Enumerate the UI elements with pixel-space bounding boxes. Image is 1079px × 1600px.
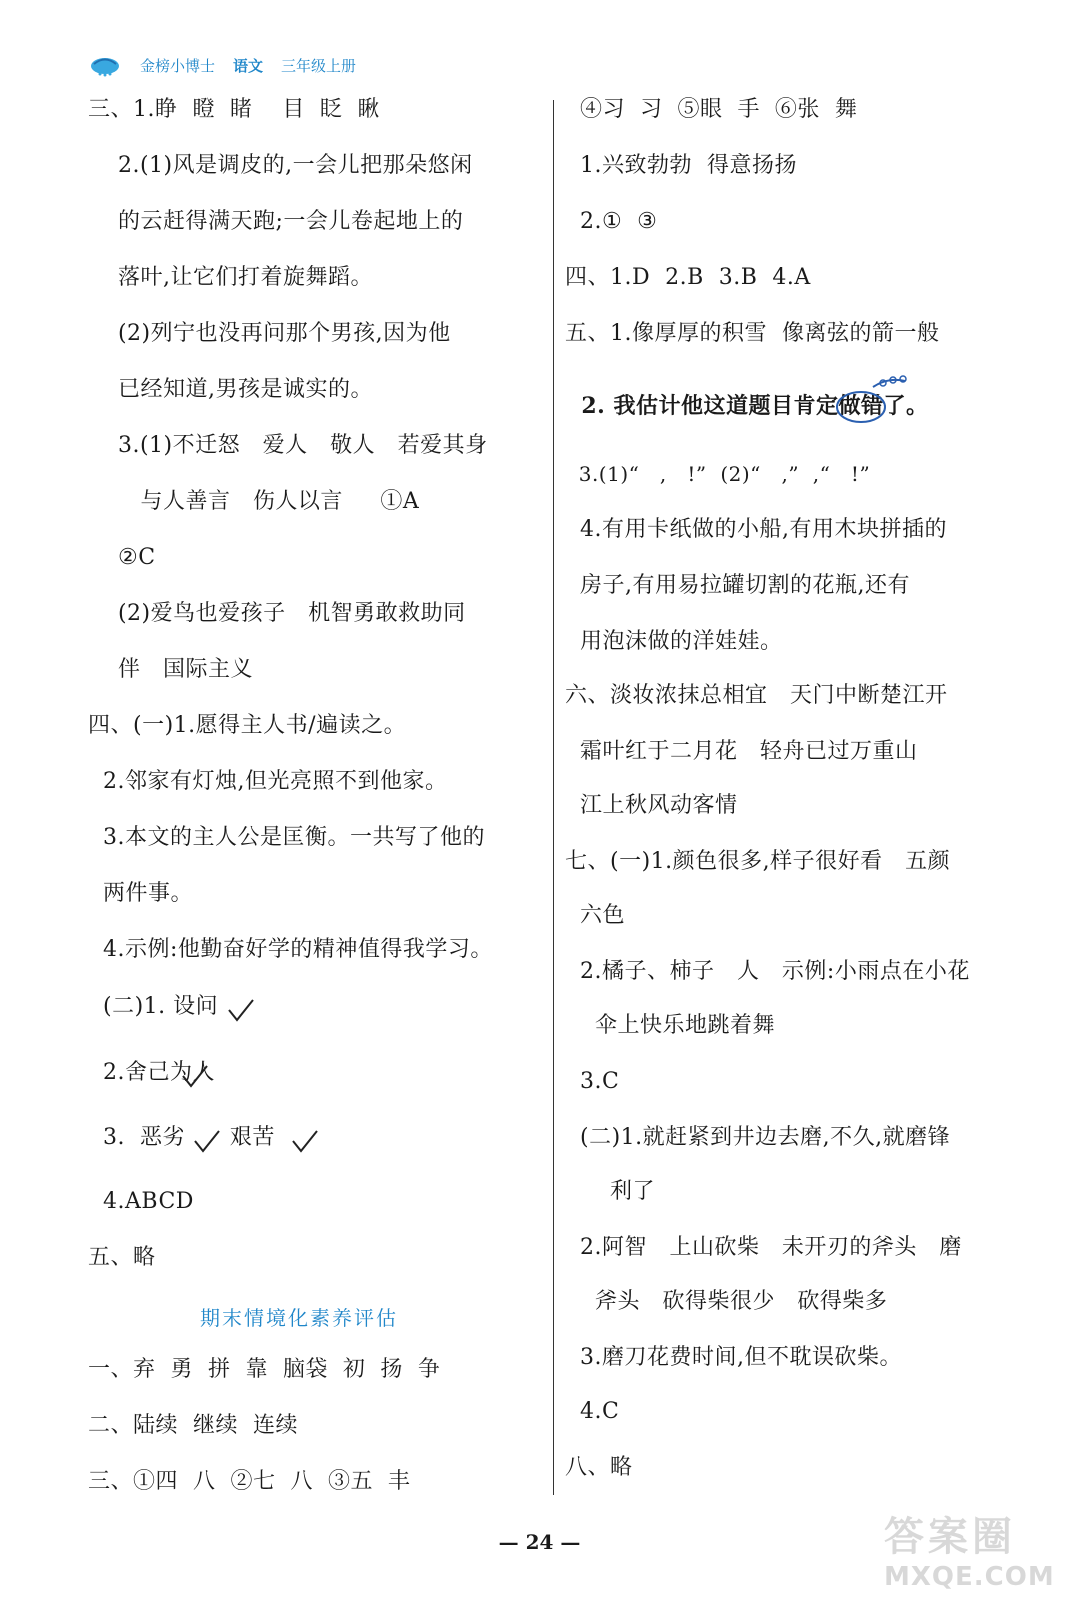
answer-line: 四、(一)1.愿得主人书/遍读之。 xyxy=(88,713,407,738)
watermark-url: MXQE.COM xyxy=(884,1562,1055,1592)
answer-line: 伞上快乐地跳着舞 xyxy=(565,1013,775,1038)
answer-line: 四、1.D 2.B 3.B 4.A xyxy=(565,265,811,290)
answer-line: 已经知道,男孩是诚实的。 xyxy=(88,377,373,402)
answer-line: (2)爱鸟也爱孩子 机智勇敢救助同 xyxy=(88,601,466,626)
section-title: 期末情境化素养评估 xyxy=(200,1306,398,1330)
answer-line: 利了 xyxy=(565,1179,655,1204)
answer-line: 斧头 砍得柴很少 砍得柴多 xyxy=(565,1289,888,1314)
watermark-logo xyxy=(884,1505,1064,1590)
answer-line: 4.C xyxy=(565,1399,620,1424)
answer-line: 两件事。 xyxy=(88,881,193,906)
header-grade: 三年级上册 xyxy=(281,56,357,75)
page-header xyxy=(88,50,356,80)
header-subject: 语文 xyxy=(233,56,264,75)
answer-line: 伴 国际主义 xyxy=(88,657,253,682)
answer-line: 与人善言 伤人以言 ①A xyxy=(88,489,420,514)
answer-line: 1.兴致勃勃 得意扬扬 xyxy=(565,153,797,178)
answer-line: 的云赶得满天跑;一会儿卷起地上的 xyxy=(88,209,464,234)
handwritten-answer: 2. 我估计他这道题目肯定做错了。 xyxy=(565,393,929,419)
answer-line: 八、略 xyxy=(565,1455,633,1480)
check-mark-icon xyxy=(180,1064,210,1090)
header-brand: 金榜小博士 xyxy=(140,56,216,75)
book-logo-icon xyxy=(88,52,122,78)
answer-line: (二)1. 设问 xyxy=(88,994,219,1019)
answer-line: 六色 xyxy=(565,903,625,928)
column-divider xyxy=(553,100,554,1495)
answer-line: 五、略 xyxy=(88,1245,156,1270)
answer-line: 六、淡妆浓抹总相宜 天门中断楚江开 xyxy=(565,683,948,708)
answer-line: 五、1.像厚厚的积雪 像离弦的箭一般 xyxy=(565,321,940,346)
answer-line: ②C xyxy=(88,545,156,570)
answer-line: 落叶,让它们打着旋舞蹈。 xyxy=(88,265,373,290)
answer-line: 二、陆续 继续 连续 xyxy=(88,1413,298,1438)
answer-line: 2.① ③ xyxy=(565,209,658,234)
answer-line: 房子,有用易拉罐切割的花瓶,还有 xyxy=(565,573,910,598)
answer-line: 4.示例:他勤奋好学的精神值得我学习。 xyxy=(88,937,493,962)
answer-line: 4.ABCD xyxy=(88,1189,194,1214)
check-mark-icon xyxy=(290,1129,320,1155)
answer-line: 江上秋风动客情 xyxy=(565,793,738,818)
answer-line: 2.(1)风是调皮的,一会儿把那朵悠闲 xyxy=(88,153,473,178)
answer-line: 3.本文的主人公是匡衡。一共写了他的 xyxy=(88,825,485,850)
answer-line: (2)列宁也没再问那个男孩,因为他 xyxy=(88,321,451,346)
answer-line: 2.舍己为人 xyxy=(88,1060,215,1085)
answer-line: 三、1.睁 瞪 睹 目 眨 瞅 xyxy=(88,97,380,122)
answer-line: 2.橘子、柿子 人 示例:小雨点在小花 xyxy=(565,959,970,984)
check-mark-icon xyxy=(192,1129,222,1155)
answer-line: 2.邻家有灯烛,但光亮照不到他家。 xyxy=(88,769,448,794)
answer-line: 3. 恶劣 艰苦 xyxy=(88,1125,275,1150)
answer-line: 3.(1)“ , !” (2)“ ,” ,“ !” xyxy=(565,462,871,486)
answer-line: 霜叶红于二月花 轻舟已过万重山 xyxy=(565,739,918,764)
correction-circle-icon xyxy=(833,371,913,427)
answer-line: (二)1.就赶紧到井边去磨,不久,就磨锋 xyxy=(565,1125,951,1150)
answer-line: 3.C xyxy=(565,1069,620,1094)
answer-line: 三、①四 八 ②七 八 ③五 丰 xyxy=(88,1469,411,1494)
answer-line: ④习 习 ⑤眼 手 ⑥张 舞 xyxy=(565,97,858,122)
answer-line: 一、弃 勇 拼 靠 脑袋 初 扬 争 xyxy=(88,1357,441,1382)
answer-line: 七、(一)1.颜色很多,样子很好看 五颜 xyxy=(565,849,951,874)
answer-line: 4.有用卡纸做的小船,有用木块拼插的 xyxy=(565,517,947,542)
page-number: — 24 — xyxy=(498,1530,581,1554)
answer-line: 3.磨刀花费时间,但不耽误砍柴。 xyxy=(565,1345,902,1370)
check-mark-icon xyxy=(226,998,256,1024)
watermark-title: 答案圈 xyxy=(884,1514,1016,1560)
answer-line: 2.阿智 上山砍柴 未开刃的斧头 磨 xyxy=(565,1235,962,1260)
answer-line: 用泡沫做的洋娃娃。 xyxy=(565,629,783,654)
answer-line: 3.(1)不迁怒 爱人 敬人 若爱其身 xyxy=(88,433,488,458)
